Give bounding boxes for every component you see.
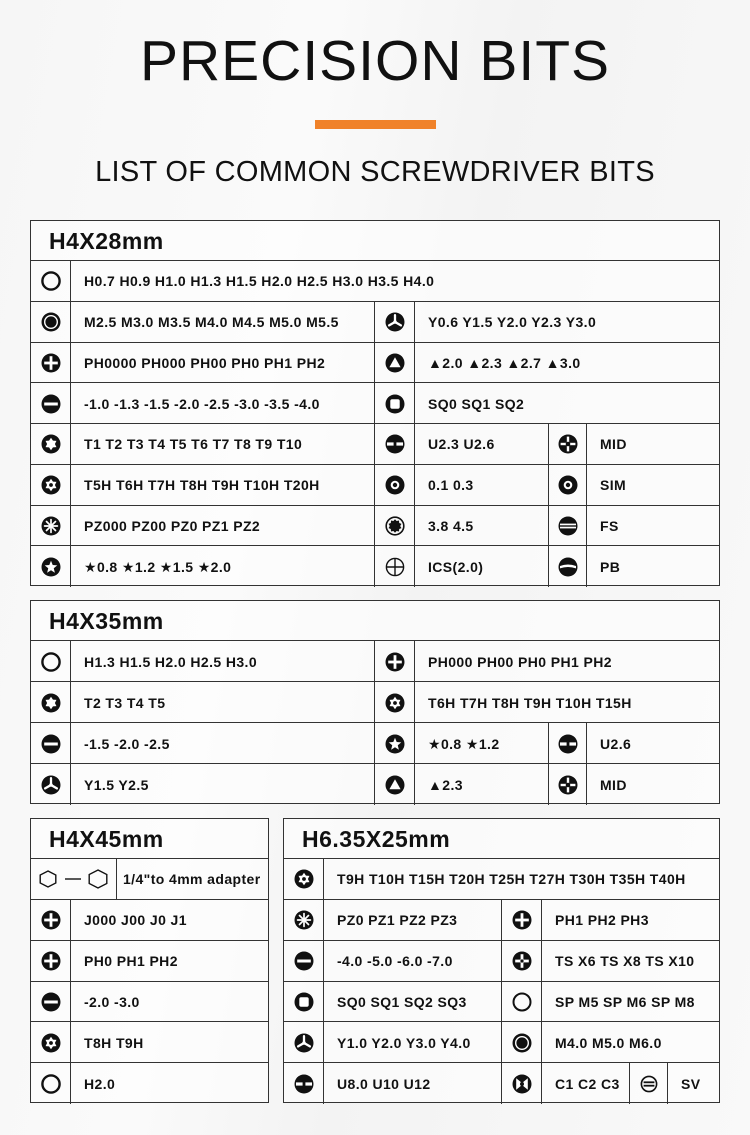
row-divider [31, 301, 719, 302]
row-divider [31, 1062, 268, 1063]
bit-sizes: MID [600, 776, 627, 793]
icon-divider [70, 546, 71, 587]
icon-divider [414, 506, 415, 547]
bit-sizes: ICS(2.0) [428, 558, 484, 575]
torx-hole-icon [41, 475, 61, 495]
mid-icon [558, 775, 578, 795]
cell-divider [374, 343, 375, 384]
bit-sizes: PB [600, 558, 621, 575]
bit-sizes: SIM [600, 477, 627, 494]
tri-wing-icon [294, 1033, 314, 1053]
icon-divider [414, 343, 415, 384]
torx-hole-icon [294, 869, 314, 889]
icon-divider [414, 546, 415, 587]
row-divider [31, 382, 719, 383]
cell-divider [548, 764, 549, 805]
icon-divider [323, 1022, 324, 1063]
cell-divider [548, 465, 549, 506]
bit-sizes: U2.6 [600, 735, 632, 752]
row-divider [31, 1021, 268, 1022]
square-icon [294, 992, 314, 1012]
icon-divider [586, 424, 587, 465]
triangle-icon [385, 775, 405, 795]
bit-sizes: PH0 PH1 PH2 [84, 953, 178, 970]
bit-sizes: -4.0 -5.0 -6.0 -7.0 [337, 953, 453, 970]
icon-divider [70, 465, 71, 506]
bit-sizes: 3.8 4.5 [428, 517, 474, 534]
ring-icon [385, 475, 405, 495]
row-divider [31, 940, 268, 941]
bit-sizes: TS X6 TS X8 TS X10 [555, 953, 695, 970]
adapter-icon [38, 869, 110, 889]
phillips-icon [385, 652, 405, 672]
bit-sizes: Y1.0 Y2.0 Y3.0 Y4.0 [337, 1034, 471, 1051]
cell-divider [548, 546, 549, 587]
tri-wing-icon [41, 775, 61, 795]
cell-divider [501, 1063, 502, 1104]
ring-icon [558, 475, 578, 495]
icon-divider [70, 383, 71, 424]
bit-sizes: ▲2.3 [428, 776, 463, 793]
bit-sizes: SQ0 SQ1 SQ2 [428, 395, 525, 412]
row-divider [31, 464, 719, 465]
page-title: PRECISION BITS [139, 29, 611, 93]
pentalobe-icon [41, 557, 61, 577]
page-subtitle: LIST OF COMMON SCREWDRIVER BITS [95, 156, 655, 188]
cell-divider [548, 723, 549, 764]
icon-divider [541, 982, 542, 1023]
hex-socket-icon [41, 652, 61, 672]
bit-sizes: PH000 PH00 PH0 PH1 PH2 [428, 653, 612, 670]
cell-divider [501, 941, 502, 982]
phillips-icon [41, 951, 61, 971]
cell-divider [501, 982, 502, 1023]
cell-divider [374, 302, 375, 343]
icon-divider [414, 465, 415, 506]
cell-divider [374, 383, 375, 424]
bit-sizes: T5H T6H T7H T8H T9H T10H T20H [84, 477, 320, 494]
icon-divider [667, 1063, 668, 1104]
row-divider [31, 763, 719, 764]
row-divider [31, 423, 719, 424]
bit-sizes: ★0.8 ★1.2 ★1.5 ★2.0 [84, 558, 232, 575]
icon-divider [541, 1022, 542, 1063]
bit-sizes: T6H T7H T8H T9H T10H T15H [428, 694, 632, 711]
icon-divider [414, 764, 415, 805]
icon-divider [414, 302, 415, 343]
u-shape-icon [294, 1074, 314, 1094]
bit-sizes: C1 C2 C3 [555, 1075, 620, 1092]
slotted-icon [41, 734, 61, 754]
cell-divider [374, 546, 375, 587]
gear-icon [385, 516, 405, 536]
bit-sizes: PZ000 PZ00 PZ0 PZ1 PZ2 [84, 517, 261, 534]
icon-divider [541, 900, 542, 941]
bit-sizes: H0.7 H0.9 H1.0 H1.3 H1.5 H2.0 H2.5 H3.0 H3.5 H4.0 [84, 273, 435, 290]
hex-socket-icon [41, 271, 61, 291]
icon-divider [323, 982, 324, 1023]
bit-sizes: H2.0 [84, 1075, 116, 1092]
pentalobe-icon [385, 734, 405, 754]
bit-sizes: M2.5 M3.0 M3.5 M4.0 M4.5 M5.0 M5.5 [84, 314, 339, 331]
icon-divider [323, 1063, 324, 1104]
pb-icon [558, 557, 578, 577]
slotted-icon [41, 992, 61, 1012]
bit-section-h4x45mm [30, 818, 269, 1103]
square-socket-icon [512, 1033, 532, 1053]
row-divider [31, 981, 268, 982]
section-title: H6.35X25mm [284, 819, 719, 859]
u-shape-icon [385, 434, 405, 454]
triangle-icon [385, 353, 405, 373]
cell-divider [501, 1022, 502, 1063]
phillips-icon [41, 353, 61, 373]
clutch-icon [512, 1074, 532, 1094]
bit-sizes: -1.0 -1.3 -1.5 -2.0 -2.5 -3.0 -3.5 -4.0 [84, 395, 320, 412]
cell-divider [548, 506, 549, 547]
icon-divider [70, 900, 71, 941]
bit-sizes: U8.0 U10 U12 [337, 1075, 431, 1092]
bit-sizes: FS [600, 517, 619, 534]
icon-divider [70, 261, 71, 302]
square-icon [385, 394, 405, 414]
ts-icon [512, 951, 532, 971]
icon-divider [70, 723, 71, 764]
hex-socket-icon [41, 1074, 61, 1094]
bit-section-h4x28mm [30, 220, 720, 586]
bit-sizes: PZ0 PZ1 PZ2 PZ3 [337, 912, 458, 929]
bit-sizes: T8H T9H [84, 1034, 144, 1051]
icon-divider [541, 1063, 542, 1104]
bit-sizes: H1.3 H1.5 H2.0 H2.5 H3.0 [84, 653, 258, 670]
icon-divider [323, 941, 324, 982]
row-divider [31, 545, 719, 546]
icon-divider [323, 900, 324, 941]
icon-divider [70, 941, 71, 982]
icon-divider [586, 546, 587, 587]
icon-divider [414, 723, 415, 764]
slotted-icon [294, 951, 314, 971]
pozidriv-icon [294, 910, 314, 930]
section-title: H4X45mm [31, 819, 268, 859]
ring-outline-icon [512, 992, 532, 1012]
icon-divider [70, 302, 71, 343]
title-accent-bar [315, 120, 436, 129]
u-shape-icon [558, 734, 578, 754]
bit-sizes: 0.1 0.3 [428, 477, 474, 494]
bit-sizes: -1.5 -2.0 -2.5 [84, 735, 170, 752]
icon-divider [586, 764, 587, 805]
bit-sizes: -2.0 -3.0 [84, 993, 140, 1010]
cell-divider [374, 641, 375, 682]
fs-icon [558, 516, 578, 536]
mid-icon [558, 434, 578, 454]
bit-section-h6-35x25mm [283, 818, 720, 1103]
icon-divider [116, 859, 117, 900]
row-divider [31, 342, 719, 343]
row-divider [31, 899, 268, 900]
cell-divider [374, 764, 375, 805]
icon-divider [70, 424, 71, 465]
bit-sizes: T9H T10H T15H T20H T25H T27H T30H T35H T40H [337, 871, 686, 888]
bit-sizes: ★0.8 ★1.2 [428, 735, 500, 752]
icon-divider [70, 343, 71, 384]
bit-sizes: MID [600, 436, 627, 453]
bit-sizes: PH1 PH2 PH3 [555, 912, 649, 929]
icon-divider [70, 764, 71, 805]
bit-sizes: T2 T3 T4 T5 [84, 694, 166, 711]
cell-divider [374, 465, 375, 506]
cell-divider [374, 506, 375, 547]
icon-divider [541, 941, 542, 982]
bit-sizes: Y0.6 Y1.5 Y2.0 Y2.3 Y3.0 [428, 314, 597, 331]
row-divider [31, 681, 719, 682]
cell-divider [501, 900, 502, 941]
bit-sizes: SV [681, 1075, 701, 1092]
icon-divider [414, 383, 415, 424]
icon-divider [414, 682, 415, 723]
pozidriv-icon [41, 516, 61, 536]
cell-divider [374, 682, 375, 723]
row-divider [31, 505, 719, 506]
bit-sizes: U2.3 U2.6 [428, 436, 495, 453]
cell-divider [374, 424, 375, 465]
icon-divider [586, 465, 587, 506]
torx-icon [41, 693, 61, 713]
bit-sizes: T1 T2 T3 T4 T5 T6 T7 T8 T9 T10 [84, 436, 303, 453]
phillips-icon [41, 910, 61, 930]
bit-sizes: PH0000 PH000 PH00 PH0 PH1 PH2 [84, 354, 326, 371]
bit-section-h4x35mm [30, 600, 720, 804]
section-title: H4X35mm [31, 601, 719, 641]
slotted-icon [41, 394, 61, 414]
icon-divider [414, 424, 415, 465]
row-divider [31, 722, 719, 723]
bit-sizes: ▲2.0 ▲2.3 ▲2.7 ▲3.0 [428, 354, 581, 371]
cross-outline-icon [385, 557, 405, 577]
cell-divider [548, 424, 549, 465]
icon-divider [323, 859, 324, 900]
icon-divider [414, 641, 415, 682]
bit-sizes: Y1.5 Y2.5 [84, 776, 149, 793]
sv-icon [639, 1074, 659, 1094]
tri-wing-icon [385, 312, 405, 332]
bit-sizes: SP M5 SP M6 SP M8 [555, 993, 695, 1010]
icon-divider [70, 1022, 71, 1063]
torx-icon [41, 434, 61, 454]
icon-divider [70, 641, 71, 682]
torx-hole-icon [385, 693, 405, 713]
bit-sizes: J000 J00 J0 J1 [84, 912, 187, 929]
torx-hole-icon [41, 1033, 61, 1053]
cell-divider [374, 723, 375, 764]
icon-divider [70, 506, 71, 547]
icon-divider [70, 682, 71, 723]
bit-sizes: 1/4"to 4mm adapter [123, 871, 261, 888]
section-title: H4X28mm [31, 221, 719, 261]
bit-sizes: M4.0 M5.0 M6.0 [555, 1034, 662, 1051]
icon-divider [70, 982, 71, 1023]
square-socket-icon [41, 312, 61, 332]
icon-divider [586, 506, 587, 547]
bit-sizes: SQ0 SQ1 SQ2 SQ3 [337, 993, 467, 1010]
phillips-icon [512, 910, 532, 930]
icon-divider [586, 723, 587, 764]
icon-divider [70, 1063, 71, 1104]
cell-divider [629, 1063, 630, 1104]
